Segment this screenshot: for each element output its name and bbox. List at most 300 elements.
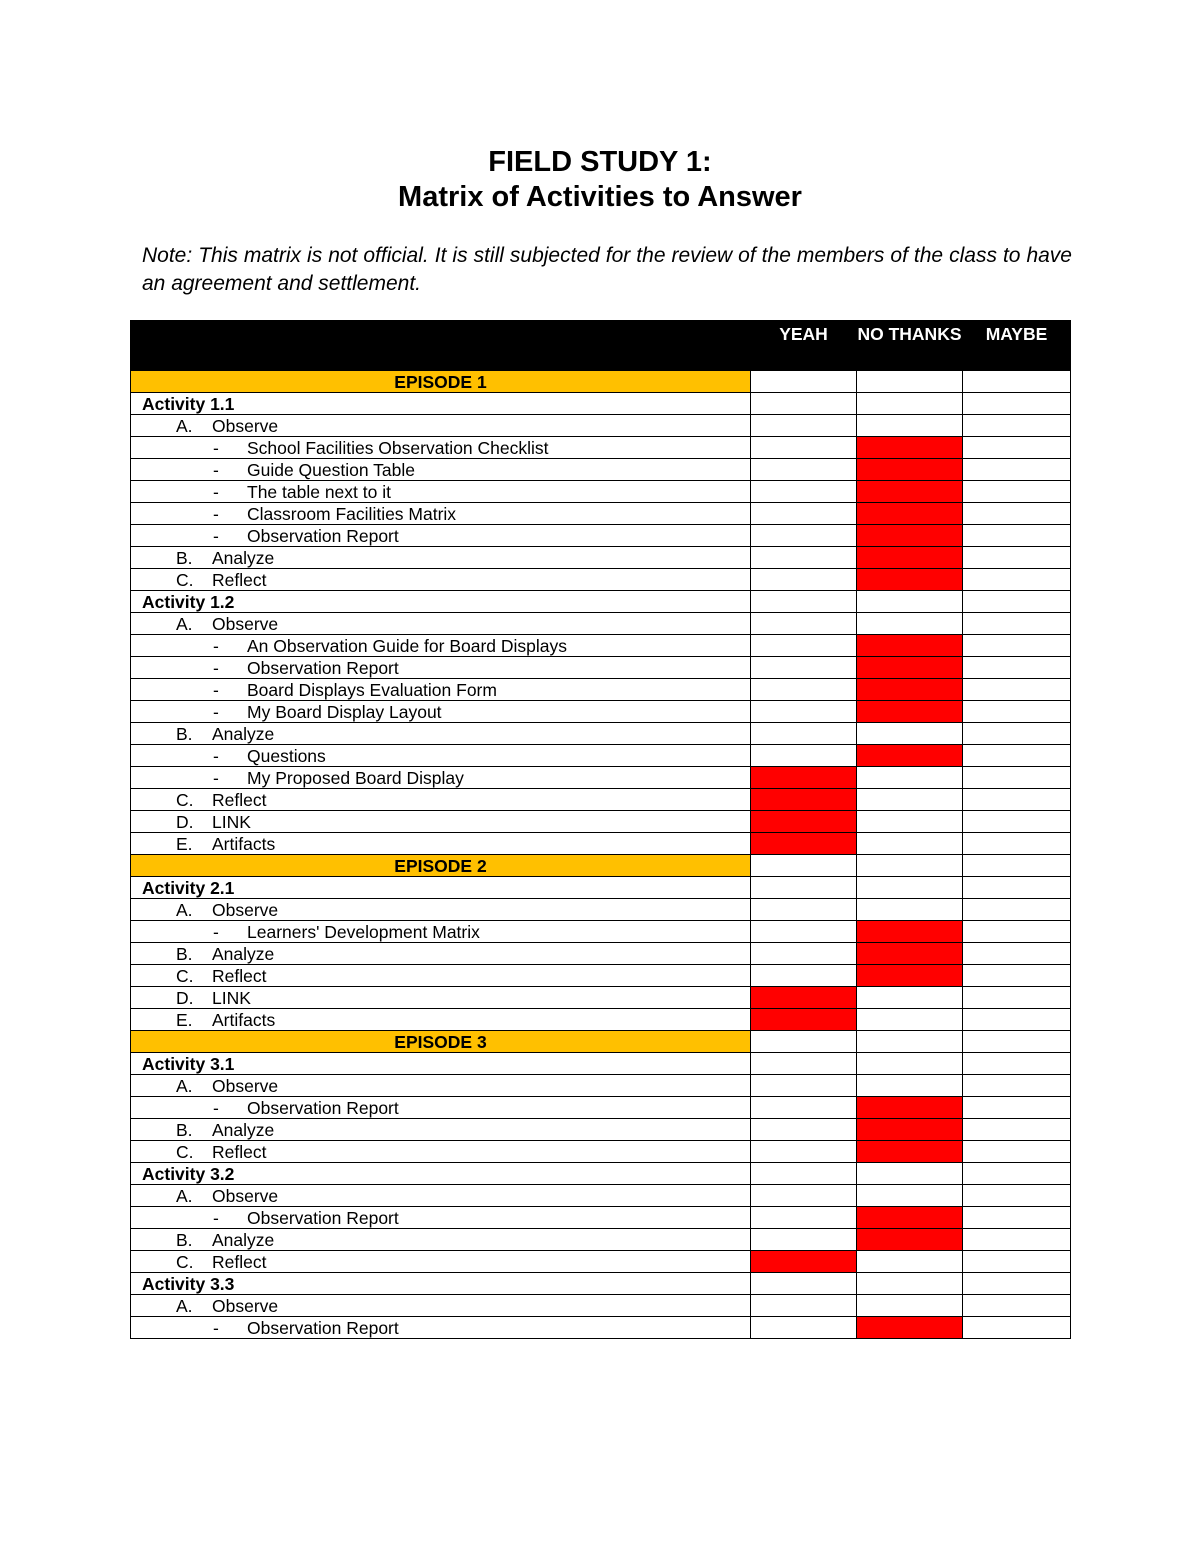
sub-text: Reflect <box>212 1141 267 1162</box>
no-choice-cell[interactable] <box>857 1185 963 1207</box>
yeah-choice-cell[interactable] <box>751 547 857 569</box>
maybe-choice-cell[interactable] <box>963 855 1071 877</box>
maybe-choice-cell[interactable] <box>963 437 1071 459</box>
item-label-cell <box>131 459 751 481</box>
no-choice-cell[interactable] <box>857 899 963 921</box>
episode-text: EPISODE 3 <box>394 1031 487 1052</box>
table-row <box>131 1097 1071 1119</box>
maybe-choice-cell[interactable] <box>963 547 1071 569</box>
activity-row <box>131 1053 1071 1075</box>
yeah-choice-cell[interactable] <box>751 657 857 679</box>
item-text: Classroom Facilities Matrix <box>247 503 457 524</box>
table-row <box>131 899 1071 921</box>
no-choice-cell[interactable] <box>857 393 963 415</box>
item-text: An Observation Guide for Board Displays <box>247 635 568 656</box>
activity-label-cell <box>131 591 751 613</box>
maybe-choice-cell[interactable] <box>963 745 1071 767</box>
yeah-choice-cell[interactable] <box>751 1075 857 1097</box>
table-row <box>131 415 1071 437</box>
no-choice-cell[interactable] <box>857 855 963 877</box>
no-choice-cell[interactable] <box>857 459 963 481</box>
yeah-choice-cell[interactable] <box>751 723 857 745</box>
bullet-dash: - <box>213 679 219 700</box>
table-row <box>131 1009 1071 1031</box>
table-row <box>131 1119 1071 1141</box>
maybe-choice-cell[interactable] <box>963 1031 1071 1053</box>
bullet-dash: - <box>213 745 219 766</box>
yeah-choice-cell[interactable] <box>751 1163 857 1185</box>
yeah-choice-cell[interactable] <box>751 921 857 943</box>
no-choice-cell[interactable] <box>857 1229 963 1251</box>
activity-label-cell <box>131 1273 751 1295</box>
yeah-choice-cell[interactable] <box>751 987 857 1009</box>
item-label-cell <box>131 679 751 701</box>
item-letter: A. <box>176 1075 193 1096</box>
maybe-choice-cell[interactable] <box>963 393 1071 415</box>
table-row <box>131 987 1071 1009</box>
no-choice-cell[interactable] <box>857 657 963 679</box>
sub-label-cell <box>131 569 751 591</box>
maybe-choice-cell[interactable] <box>963 679 1071 701</box>
sub-text: Observe <box>212 899 279 920</box>
table-row <box>131 437 1071 459</box>
table-row <box>131 613 1071 635</box>
sub-text: Artifacts <box>212 1009 276 1030</box>
table-row <box>131 833 1071 855</box>
item-label-cell <box>131 437 751 459</box>
table-row <box>131 1229 1071 1251</box>
no-choice-cell[interactable] <box>857 745 963 767</box>
no-choice-cell[interactable] <box>857 1053 963 1075</box>
activity-text: Activity 1.1 <box>142 393 235 414</box>
no-choice-cell[interactable] <box>857 987 963 1009</box>
sub-text: Observe <box>212 1185 279 1206</box>
bullet-dash: - <box>213 481 219 502</box>
item-label-cell <box>131 701 751 723</box>
item-letter: A. <box>176 899 193 920</box>
item-text: The table next to it <box>247 481 391 502</box>
activity-matrix-table <box>130 320 1071 1339</box>
sub-label-cell <box>131 547 751 569</box>
disclaimer-note: Note: This matrix is not official. It is still subjected for the review of the members of the class to have an agreement and settlement. <box>142 244 1072 295</box>
table-row <box>131 525 1071 547</box>
no-choice-cell[interactable] <box>857 481 963 503</box>
activity-label-cell <box>131 1163 751 1185</box>
no-choice-cell[interactable] <box>857 679 963 701</box>
maybe-choice-cell[interactable] <box>963 657 1071 679</box>
no-choice-cell[interactable] <box>857 1163 963 1185</box>
bullet-dash: - <box>213 767 219 788</box>
table-row <box>131 1141 1071 1163</box>
episode-text: EPISODE 2 <box>394 855 487 876</box>
maybe-choice-cell[interactable] <box>963 503 1071 525</box>
maybe-choice-cell[interactable] <box>963 1075 1071 1097</box>
activity-row <box>131 393 1071 415</box>
maybe-choice-cell[interactable] <box>963 1141 1071 1163</box>
sub-text: Analyze <box>212 1229 275 1250</box>
item-text: Questions <box>247 745 326 766</box>
maybe-choice-cell[interactable] <box>963 1229 1071 1251</box>
item-letter: A. <box>176 1295 193 1316</box>
item-text: My Proposed Board Display <box>247 767 464 788</box>
episode-row <box>131 1031 1071 1053</box>
matrix-body <box>131 371 1071 1339</box>
item-text: School Facilities Observation Checklist <box>247 437 549 458</box>
yeah-choice-cell[interactable] <box>751 393 857 415</box>
item-label-cell <box>131 1097 751 1119</box>
item-letter: B. <box>176 1119 193 1140</box>
document-title: FIELD STUDY 1: <box>488 146 712 178</box>
maybe-choice-cell[interactable] <box>963 987 1071 1009</box>
maybe-choice-cell[interactable] <box>963 1119 1071 1141</box>
yeah-choice-cell[interactable] <box>751 1053 857 1075</box>
activity-text: Activity 3.1 <box>142 1053 235 1074</box>
table-row <box>131 547 1071 569</box>
table-row <box>131 1317 1071 1339</box>
item-text: Guide Question Table <box>247 459 415 480</box>
bullet-dash: - <box>213 1317 219 1338</box>
table-row <box>131 459 1071 481</box>
yeah-choice-cell[interactable] <box>751 789 857 811</box>
table-row <box>131 745 1071 767</box>
no-choice-cell[interactable] <box>857 371 963 393</box>
maybe-choice-cell[interactable] <box>963 789 1071 811</box>
maybe-choice-cell[interactable] <box>963 415 1071 437</box>
item-letter: B. <box>176 943 193 964</box>
yeah-choice-cell[interactable] <box>751 415 857 437</box>
table-row <box>131 701 1071 723</box>
episode-row <box>131 855 1071 877</box>
episode-text: EPISODE 1 <box>394 371 487 392</box>
sub-text: Analyze <box>212 547 275 568</box>
sub-text: Reflect <box>212 569 267 590</box>
no-choice-cell[interactable] <box>857 1119 963 1141</box>
no-choice-cell[interactable] <box>857 591 963 613</box>
sub-text: LINK <box>212 811 251 832</box>
no-choice-cell[interactable] <box>857 613 963 635</box>
table-row <box>131 789 1071 811</box>
yeah-choice-cell[interactable] <box>751 811 857 833</box>
maybe-choice-cell[interactable] <box>963 1185 1071 1207</box>
item-letter: A. <box>176 415 193 436</box>
yeah-choice-cell[interactable] <box>751 767 857 789</box>
sub-label-cell <box>131 899 751 921</box>
header-no-thanks: NO THANKS <box>857 321 963 371</box>
bullet-dash: - <box>213 921 219 942</box>
item-label-cell <box>131 481 751 503</box>
sub-label-cell <box>131 943 751 965</box>
maybe-choice-cell[interactable] <box>963 811 1071 833</box>
item-letter: B. <box>176 1229 193 1250</box>
sub-label-cell <box>131 1075 751 1097</box>
episode-label-cell <box>131 855 751 877</box>
no-choice-cell[interactable] <box>857 1075 963 1097</box>
sub-text: Observe <box>212 415 279 436</box>
maybe-choice-cell[interactable] <box>963 767 1071 789</box>
bullet-dash: - <box>213 657 219 678</box>
table-row <box>131 723 1071 745</box>
item-text: Observation Report <box>247 1207 399 1228</box>
bullet-dash: - <box>213 701 219 722</box>
no-choice-cell[interactable] <box>857 1141 963 1163</box>
activity-text: Activity 2.1 <box>142 877 235 898</box>
yeah-choice-cell[interactable] <box>751 1141 857 1163</box>
table-row <box>131 481 1071 503</box>
header-maybe: MAYBE <box>963 321 1071 371</box>
yeah-choice-cell[interactable] <box>751 943 857 965</box>
activity-text: Activity 3.2 <box>142 1163 235 1184</box>
sub-label-cell <box>131 723 751 745</box>
sub-label-cell <box>131 987 751 1009</box>
sub-text: Artifacts <box>212 833 276 854</box>
no-choice-cell[interactable] <box>857 1295 963 1317</box>
table-row <box>131 503 1071 525</box>
yeah-choice-cell[interactable] <box>751 745 857 767</box>
yeah-choice-cell[interactable] <box>751 1119 857 1141</box>
yeah-choice-cell[interactable] <box>751 833 857 855</box>
maybe-choice-cell[interactable] <box>963 877 1071 899</box>
no-choice-cell[interactable] <box>857 921 963 943</box>
no-choice-cell[interactable] <box>857 1251 963 1273</box>
yeah-choice-cell[interactable] <box>751 1229 857 1251</box>
maybe-choice-cell[interactable] <box>963 1163 1071 1185</box>
yeah-choice-cell[interactable] <box>751 1097 857 1119</box>
no-choice-cell[interactable] <box>857 437 963 459</box>
item-label-cell <box>131 745 751 767</box>
maybe-choice-cell[interactable] <box>963 371 1071 393</box>
sub-label-cell <box>131 1251 751 1273</box>
bullet-dash: - <box>213 635 219 656</box>
no-choice-cell[interactable] <box>857 943 963 965</box>
episode-row <box>131 371 1071 393</box>
no-choice-cell[interactable] <box>857 415 963 437</box>
item-label-cell <box>131 525 751 547</box>
yeah-choice-cell[interactable] <box>751 1031 857 1053</box>
maybe-choice-cell[interactable] <box>963 701 1071 723</box>
no-choice-cell[interactable] <box>857 1273 963 1295</box>
item-letter: D. <box>176 987 194 1008</box>
sub-label-cell <box>131 1229 751 1251</box>
header-activity <box>131 321 751 371</box>
item-text: My Board Display Layout <box>247 701 442 722</box>
sub-label-cell <box>131 833 751 855</box>
no-choice-cell[interactable] <box>857 965 963 987</box>
header-yeah: YEAH <box>751 321 857 371</box>
activity-label-cell <box>131 393 751 415</box>
no-choice-cell[interactable] <box>857 1317 963 1339</box>
sub-label-cell <box>131 613 751 635</box>
yeah-choice-cell[interactable] <box>751 899 857 921</box>
maybe-choice-cell[interactable] <box>963 1207 1071 1229</box>
bullet-dash: - <box>213 459 219 480</box>
item-letter: B. <box>176 723 193 744</box>
item-label-cell <box>131 635 751 657</box>
sub-text: Observe <box>212 613 279 634</box>
no-choice-cell[interactable] <box>857 767 963 789</box>
maybe-choice-cell[interactable] <box>963 1053 1071 1075</box>
maybe-choice-cell[interactable] <box>963 591 1071 613</box>
yeah-choice-cell[interactable] <box>751 855 857 877</box>
item-text: Observation Report <box>247 1317 399 1338</box>
maybe-choice-cell[interactable] <box>963 635 1071 657</box>
yeah-choice-cell[interactable] <box>751 503 857 525</box>
yeah-choice-cell[interactable] <box>751 965 857 987</box>
no-choice-cell[interactable] <box>857 525 963 547</box>
item-letter: C. <box>176 1251 194 1272</box>
bullet-dash: - <box>213 503 219 524</box>
sub-text: Reflect <box>212 1251 267 1272</box>
yeah-choice-cell[interactable] <box>751 371 857 393</box>
maybe-choice-cell[interactable] <box>963 569 1071 591</box>
no-choice-cell[interactable] <box>857 701 963 723</box>
sub-text: Observe <box>212 1295 279 1316</box>
maybe-choice-cell[interactable] <box>963 1097 1071 1119</box>
activity-label-cell <box>131 877 751 899</box>
item-label-cell <box>131 1317 751 1339</box>
yeah-choice-cell[interactable] <box>751 1185 857 1207</box>
table-row <box>131 767 1071 789</box>
activity-text: Activity 3.3 <box>142 1273 235 1294</box>
maybe-choice-cell[interactable] <box>963 1273 1071 1295</box>
activity-row <box>131 1273 1071 1295</box>
sub-text: Analyze <box>212 943 275 964</box>
document-subtitle: Matrix of Activities to Answer <box>398 181 802 213</box>
item-text: Board Displays Evaluation Form <box>247 679 497 700</box>
maybe-choice-cell[interactable] <box>963 613 1071 635</box>
no-choice-cell[interactable] <box>857 503 963 525</box>
yeah-choice-cell[interactable] <box>751 701 857 723</box>
no-choice-cell[interactable] <box>857 877 963 899</box>
no-choice-cell[interactable] <box>857 547 963 569</box>
episode-label-cell <box>131 1031 751 1053</box>
maybe-choice-cell[interactable] <box>963 1295 1071 1317</box>
yeah-choice-cell[interactable] <box>751 1295 857 1317</box>
item-text: Observation Report <box>247 657 399 678</box>
sub-label-cell <box>131 1141 751 1163</box>
sub-label-cell <box>131 811 751 833</box>
no-choice-cell[interactable] <box>857 833 963 855</box>
item-letter: C. <box>176 965 194 986</box>
bullet-dash: - <box>213 437 219 458</box>
yeah-choice-cell[interactable] <box>751 591 857 613</box>
maybe-choice-cell[interactable] <box>963 833 1071 855</box>
activity-label-cell <box>131 1053 751 1075</box>
no-choice-cell[interactable] <box>857 1097 963 1119</box>
table-row <box>131 1185 1071 1207</box>
item-letter: B. <box>176 547 193 568</box>
bullet-dash: - <box>213 1207 219 1228</box>
maybe-choice-cell[interactable] <box>963 723 1071 745</box>
maybe-choice-cell[interactable] <box>963 921 1071 943</box>
activity-row <box>131 1163 1071 1185</box>
maybe-choice-cell[interactable] <box>963 1317 1071 1339</box>
item-letter: C. <box>176 1141 194 1162</box>
yeah-choice-cell[interactable] <box>751 679 857 701</box>
sub-label-cell <box>131 1009 751 1031</box>
yeah-choice-cell[interactable] <box>751 1317 857 1339</box>
bullet-dash: - <box>213 525 219 546</box>
yeah-choice-cell[interactable] <box>751 613 857 635</box>
maybe-choice-cell[interactable] <box>963 481 1071 503</box>
yeah-choice-cell[interactable] <box>751 459 857 481</box>
table-row <box>131 1251 1071 1273</box>
item-text: Observation Report <box>247 525 399 546</box>
table-row <box>131 679 1071 701</box>
sub-label-cell <box>131 1119 751 1141</box>
sub-label-cell <box>131 1185 751 1207</box>
no-choice-cell[interactable] <box>857 635 963 657</box>
item-letter: C. <box>176 569 194 590</box>
item-letter: A. <box>176 1185 193 1206</box>
item-label-cell <box>131 503 751 525</box>
maybe-choice-cell[interactable] <box>963 965 1071 987</box>
yeah-choice-cell[interactable] <box>751 1207 857 1229</box>
sub-text: Observe <box>212 1075 279 1096</box>
table-row <box>131 1295 1071 1317</box>
sub-text: LINK <box>212 987 251 1008</box>
activity-row <box>131 591 1071 613</box>
yeah-choice-cell[interactable] <box>751 1009 857 1031</box>
sub-label-cell <box>131 965 751 987</box>
maybe-choice-cell[interactable] <box>963 1009 1071 1031</box>
table-row <box>131 943 1071 965</box>
item-letter: C. <box>176 789 194 810</box>
yeah-choice-cell[interactable] <box>751 437 857 459</box>
sub-label-cell <box>131 415 751 437</box>
no-choice-cell[interactable] <box>857 723 963 745</box>
item-label-cell <box>131 657 751 679</box>
yeah-choice-cell[interactable] <box>751 635 857 657</box>
no-choice-cell[interactable] <box>857 1009 963 1031</box>
yeah-choice-cell[interactable] <box>751 1251 857 1273</box>
table-row <box>131 635 1071 657</box>
sub-text: Reflect <box>212 965 267 986</box>
sub-label-cell <box>131 789 751 811</box>
no-choice-cell[interactable] <box>857 811 963 833</box>
maybe-choice-cell[interactable] <box>963 525 1071 547</box>
maybe-choice-cell[interactable] <box>963 943 1071 965</box>
table-row <box>131 569 1071 591</box>
activity-row <box>131 877 1071 899</box>
sub-label-cell <box>131 1295 751 1317</box>
no-choice-cell[interactable] <box>857 1031 963 1053</box>
table-row <box>131 965 1071 987</box>
yeah-choice-cell[interactable] <box>751 481 857 503</box>
item-label-cell <box>131 767 751 789</box>
maybe-choice-cell[interactable] <box>963 1251 1071 1273</box>
episode-label-cell <box>131 371 751 393</box>
item-text: Learners' Development Matrix <box>247 921 480 942</box>
yeah-choice-cell[interactable] <box>751 525 857 547</box>
maybe-choice-cell[interactable] <box>963 899 1071 921</box>
table-row <box>131 657 1071 679</box>
no-choice-cell[interactable] <box>857 789 963 811</box>
maybe-choice-cell[interactable] <box>963 459 1071 481</box>
yeah-choice-cell[interactable] <box>751 877 857 899</box>
yeah-choice-cell[interactable] <box>751 1273 857 1295</box>
sub-text: Reflect <box>212 789 267 810</box>
yeah-choice-cell[interactable] <box>751 569 857 591</box>
no-choice-cell[interactable] <box>857 1207 963 1229</box>
table-row <box>131 1207 1071 1229</box>
item-letter: A. <box>176 613 193 634</box>
item-letter: D. <box>176 811 194 832</box>
sub-text: Analyze <box>212 1119 275 1140</box>
table-row <box>131 811 1071 833</box>
no-choice-cell[interactable] <box>857 569 963 591</box>
bullet-dash: - <box>213 1097 219 1118</box>
item-letter: E. <box>176 1009 193 1030</box>
